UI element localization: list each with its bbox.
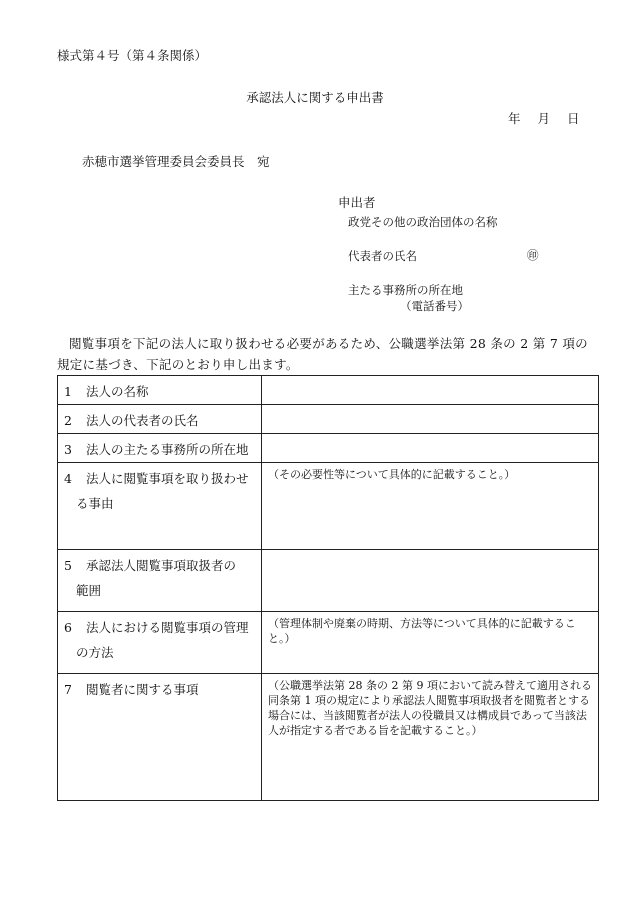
row-label-continuation: 範囲 bbox=[76, 583, 102, 598]
row-value-cell[interactable] bbox=[262, 612, 599, 674]
row-label-text: 閲覧者に関する事項 bbox=[86, 682, 199, 697]
row-number: 2 bbox=[64, 413, 72, 428]
date-month: 月 bbox=[537, 111, 551, 126]
row-label bbox=[58, 550, 262, 612]
items-table bbox=[57, 375, 599, 801]
row-value-cell[interactable] bbox=[262, 405, 599, 434]
addressee: 赤穂市選挙管理委員会委員長 宛 bbox=[82, 154, 270, 169]
row-label bbox=[58, 376, 262, 405]
row-note: （管理体制や廃棄の時期、方法等について具体的に記載すること。） bbox=[268, 617, 576, 645]
row-note: （その必要性等について具体的に記載すること。） bbox=[268, 468, 516, 481]
row-label-text: 承認法人閲覧事項取扱者の bbox=[86, 558, 237, 573]
seal-mark: ㊞ bbox=[527, 248, 539, 262]
office-location-label: 主たる事務所の所在地 bbox=[348, 283, 463, 297]
row-number: 5 bbox=[64, 558, 72, 573]
row-number: 3 bbox=[64, 442, 72, 457]
row-value-cell[interactable] bbox=[262, 674, 599, 801]
table-row bbox=[58, 434, 599, 463]
row-label-text: 法人の主たる事務所の所在地 bbox=[86, 442, 249, 457]
row-value-cell[interactable] bbox=[262, 434, 599, 463]
table-row bbox=[58, 405, 599, 434]
row-label bbox=[58, 612, 262, 674]
row-label bbox=[58, 405, 262, 434]
row-label-continuation: の方法 bbox=[76, 645, 114, 660]
row-label bbox=[58, 463, 262, 550]
date-year: 年 bbox=[508, 111, 521, 126]
intro-paragraph: 閲覧事項を下記の法人に取り扱わせる必要があるため、公職選挙法第 28 条の 2 第 7 項の規定に基づき、下記のとおり申し出ます。 bbox=[57, 336, 588, 372]
date-line bbox=[508, 109, 580, 127]
table-row bbox=[58, 376, 599, 405]
row-number: 7 bbox=[64, 682, 72, 697]
row-label-continuation: る事由 bbox=[76, 496, 114, 511]
row-number: 6 bbox=[64, 620, 72, 635]
phone-label: （電話番号） bbox=[400, 299, 469, 313]
row-number: 1 bbox=[64, 384, 72, 399]
table-row bbox=[58, 674, 599, 801]
row-number: 4 bbox=[64, 471, 72, 486]
row-label-text: 法人の代表者の氏名 bbox=[86, 413, 199, 428]
row-label-text: 法人の名称 bbox=[86, 384, 149, 399]
table-row bbox=[58, 612, 599, 674]
party-name-label: 政党その他の政治団体の名称 bbox=[348, 215, 498, 229]
row-value-cell[interactable] bbox=[262, 550, 599, 612]
row-note: （公職選挙法第 28 条の 2 第 9 項において読み替えて適用される同条第 1 項の規定により承認法人閲覧事項取扱者を閲覧者とする場合には、当該閲覧者が法人の役職員又は構成員であって当該法人が指定する者である旨を記載すること。） bbox=[268, 679, 592, 737]
row-label-text: 法人における閲覧事項の管理 bbox=[86, 620, 249, 635]
form-number: 様式第４号（第４条関係） bbox=[57, 48, 208, 63]
row-label bbox=[58, 674, 262, 801]
table-row bbox=[58, 463, 599, 550]
row-label-text: 法人に閲覧事項を取り扱わせ bbox=[86, 471, 249, 486]
document-title: 承認法人に関する申出書 bbox=[246, 90, 384, 105]
table-row bbox=[58, 550, 599, 612]
applicant-label: 申出者 bbox=[338, 195, 376, 210]
representative-name-label: 代表者の氏名 bbox=[348, 249, 417, 263]
row-value-cell[interactable] bbox=[262, 463, 599, 550]
row-value-cell[interactable] bbox=[262, 376, 599, 405]
date-day: 日 bbox=[567, 111, 580, 126]
row-label bbox=[58, 434, 262, 463]
